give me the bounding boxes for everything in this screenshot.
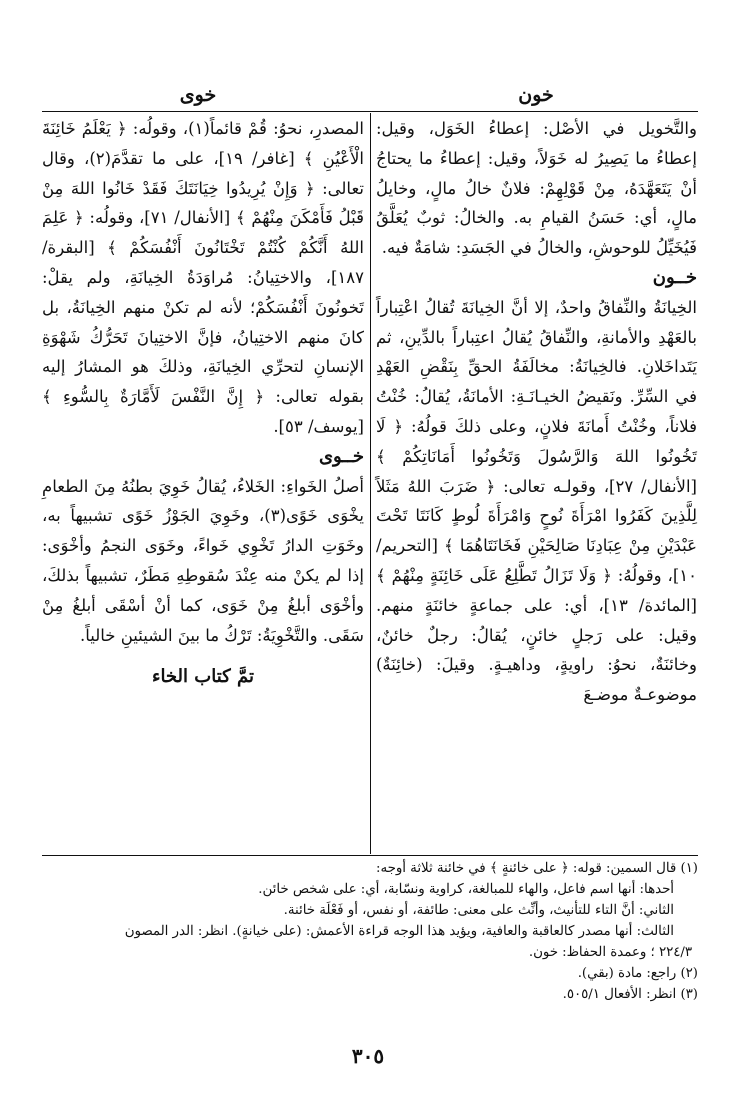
footnote-rule	[42, 855, 698, 856]
footnote-1-first: أحدها: أنها اسم فاعل، والهاء للمبالغة، كراوية ونسّابة، أي: على شخص خائن.	[258, 882, 674, 897]
footnote-1-third: الثالث: أنها مصدر كالعاقبة والعافية، ويؤيد هذا الوجه قراءة الأعمش: (على خيانةٍ). انظر: الدر المصون	[124, 924, 674, 939]
khawl-continuation-paragraph: والتَّخويل في الأصْل: إعطاءُ الخَوَل، وقيل: إعطاءُ ما يَصِيرُ له خَوَلاً، وقيل: إعطاءُ ما يحتاجُ أنْ يَتَعَهَّدَهُ، مِنْ قَوْلِهِمْ: فلانٌ خالُ مالٍ، وخايلُ مالٍ، أي: حَسَنُ القيامِ به. والخالُ: ثوبٌ يُعَلَّقُ فَيُخَيِّلُ للوحوشِ، والخالُ في الجَسَدِ: شامَةٌ فيه.	[376, 119, 697, 258]
right-column	[376, 114, 697, 710]
page-number: ٣٠٥	[351, 1044, 385, 1068]
khwa-entry-paragraph: أصلُ الخَواءِ: الخَلاءُ، يُقالُ خَوِيَ بطنُهُ مِنَ الطعامِ يخْوَى خَوًى(٣)، وخَوِيَ الجَوْزُ خَوًى تشبيهاً به، وخَوَتِ الدارُ تَخْوِي خَواءً، وخَوَى النجمُ وأخْوَى: إذا لم يكنْ منه عِنْدَ سُقوطِهِ مَطَرٌ، تشبيهاً بذلكَ، وأخْوَى أبلغُ مِنْ خَوَى، كما أنْ أسْقَى أبلغُ مِنْ سَقَى. والتَّخْوِيَةُ: تَرْكُ ما بينَ الشيئينِ خالياً.	[42, 476, 364, 645]
right-column-header: خون	[518, 84, 554, 106]
book-end-title: تمَّ كتاب الخاء	[151, 666, 254, 688]
footnote-3: (٣) انظر: الأفعال ٥٠٥/١.	[562, 987, 698, 1002]
footnotes	[42, 858, 698, 1005]
entry-title-khwa: خــوى	[318, 445, 364, 467]
footnote-1-intro: (١) قال السمين: قوله: ﴿ على خائنةٍ ﴾ في خائنة ثلاثة أوجه:	[376, 861, 698, 876]
left-column-header: خوى	[179, 84, 217, 106]
footnote-1-reference: ٢٢٤/٣ ؛ وعمدة الحفاظ: خون.	[528, 945, 692, 960]
left-column	[42, 114, 364, 692]
header-rule	[42, 111, 698, 112]
khwn-continuation-paragraph: المصدرِ، نحوُ: قُمْ قائماً(١)، وقولُه: ﴿ يَعْلَمُ خَائِنَةَ الْأَعْيُنِ ﴾ [غافر/ ١٩]، على ما تقدَّمَ(٢)، وقال تعالى: ﴿ وَإِنْ يُرِيدُوا خِيَانَتَكَ فَقَدْ خَانُوا اللهَ مِنْ قَبْلُ فَأَمْكَنَ مِنْهُمْ ﴾ [الأنفال/ ٧١]، وقولُه: ﴿ عَلِمَ اللهُ أَنَّكُمْ كُنْتُمْ تَخْتَانُونَ أَنْفُسَكُمْ ﴾ [البقرة/ ١٨٧]، والاختِيانُ: مُراوَدَةُ الخِيانَةِ، ولم يقلْ: تَخونُونَ أَنْفُسَكُمْ؛ لأنه لم تكنْ منهم الخِيانَةُ، بل كانَ منهم الاختِيانُ، فإنَّ الاختِيانَ تَحَرُّكُ شَهْوَةِ الإنسانِ لتحرِّي الخِيانَةِ، وذلكَ هو المشارُ إليه بقوله تعالى: ﴿ إِنَّ النَّفْسَ لَأَمَّارَةٌ بِالسُّوءِ ﴾ [يوسف/ ٥٣].	[42, 119, 364, 436]
column-divider	[370, 113, 371, 854]
khwn-entry-paragraph: الخِيانَةُ والنِّفاقُ واحدٌ، إلا أنَّ الخِيانَةَ تُقالُ اعْتِباراً بالعَهْدِ والأمانةِ، والنِّفاقُ يُقالُ اعتِباراً بالدِّينِ، ثم يَتَداخَلانِ. فالخِيانَةُ: مخالَفَةُ الحقِّ بِنَقْضِ العَهْدِ في السِّرِّ. ونَقيضُ الخيـانَـةِ: الأمانَةُ، يُقالُ: خُنْتُ فلاناً، وخُنْتُ أَمانَةَ فلانٍ، وعلى ذلكَ قولُهُ: ﴿ لَا تَخُونُوا اللهَ وَالرَّسُولَ وَتَخُونُوا أَمَانَاتِكُمْ ﴾ [الأنفال/ ٢٧]، وقولـه تعالى: ﴿ ضَرَبَ اللهُ مَثَلاً لِلَّذِينَ كَفَرُوا امْرَأَةَ نُوحٍ وَامْرَأَةَ لُوطٍ كَانَتَا تَحْتَ عَبْدَيْنِ مِنْ عِبَادِنَا صَالِحَيْنِ فَخَانَتَاهُمَا ﴾ [التحريم/ ١٠]، وقولُهُ: ﴿ وَلَا تَزَالُ تَطَّلِعُ عَلَى خَائِنَةٍ مِنْهُمْ ﴾ [المائدة/ ١٣]، أي: على جماعةٍ خائنَةٍ منهم. وقيل: على رَجلٍ خائنٍ، يُقالُ: رجلٌ خائنٌ، وخائنَةٌ، نحوُ: راويةٍ، وداهيـةٍ. وقيلَ: (خائِنَةٌ) موضوعـةٌ موضـعَ	[376, 297, 697, 705]
footnote-2: (٢) راجع: مادة (بقي).	[577, 966, 698, 981]
footnote-1-second: الثاني: أنَّ التاء للتأنيث، وأُنِّث على معنى: طائفة، أو نفس، أو فَعْلَة خائنة.	[283, 903, 674, 918]
entry-title-khwn: خــون	[652, 266, 697, 288]
